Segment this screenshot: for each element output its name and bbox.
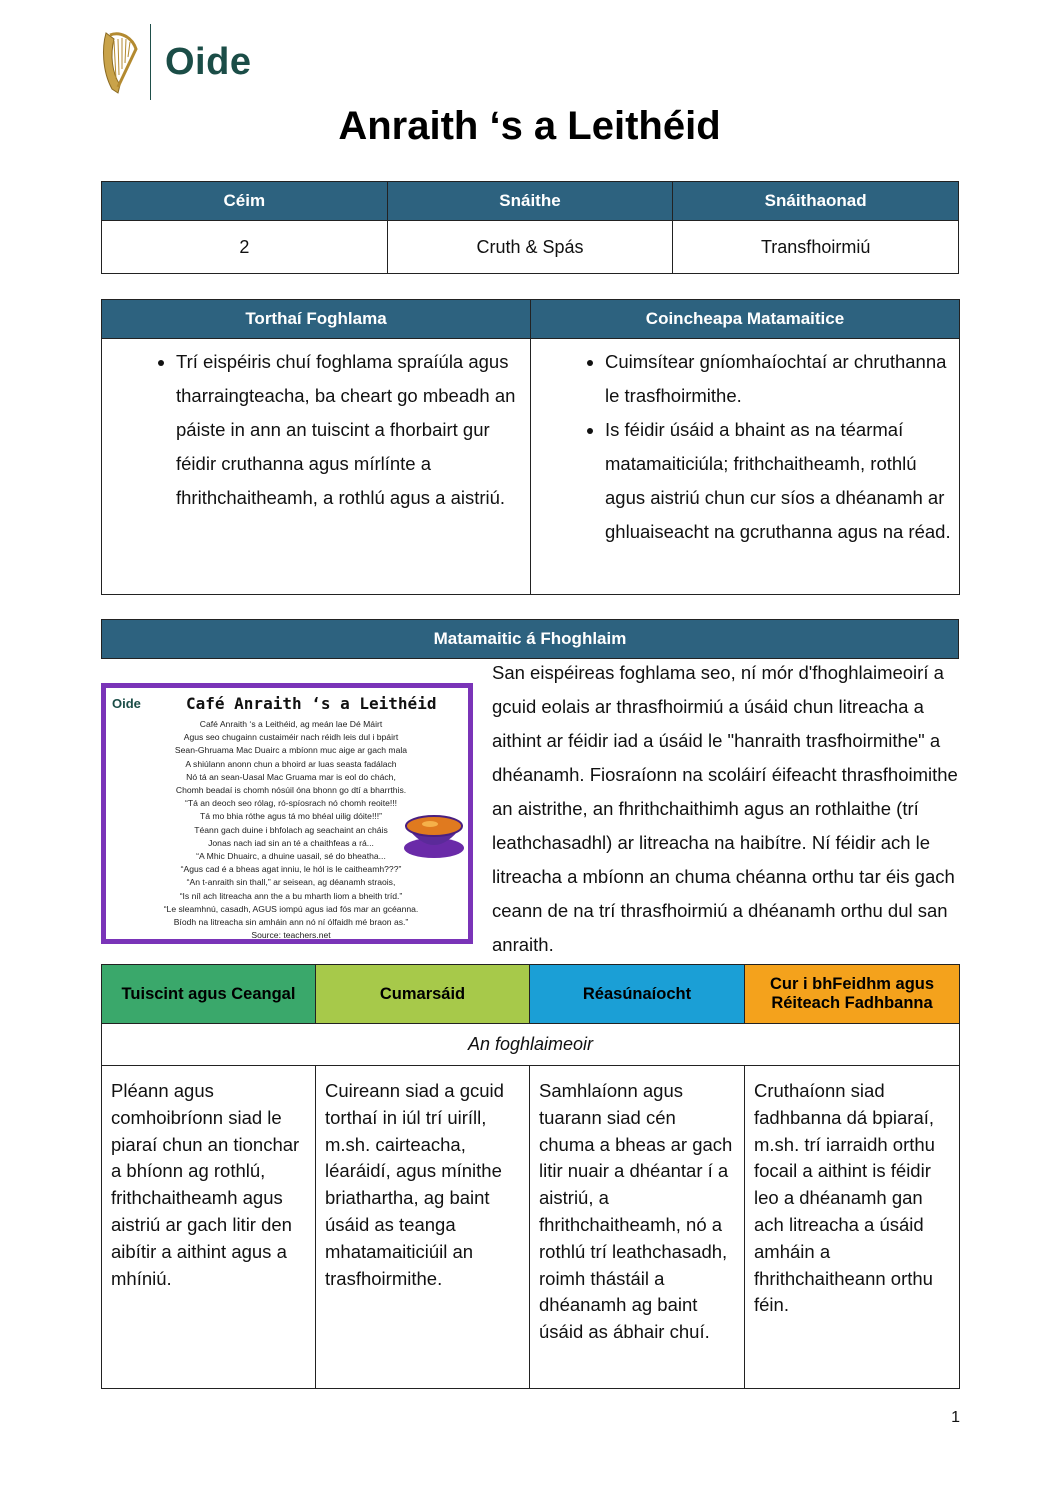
poem-line: Chomh beadaí is chomh nósúil óna bhonn go dtí a bharrthis. (175, 785, 407, 796)
poem-line: Bíodh na litreacha sin amháin ann nó ní ólfaidh mé braon as.” (173, 917, 409, 928)
poem-line: Tá mo bhia róthe agus tá mo bhéal uilig dóite!!!” (199, 811, 382, 822)
header-reasunaiocht: Réasúnaíocht (530, 965, 745, 1024)
header-coincheapa-matamaitice: Coincheapa Matamaitice (531, 300, 960, 339)
value-snaithaonad: Transfhoirmiú (673, 221, 959, 274)
header-cur-i-bhfeidhm: Cur i bhFeidhm agus Réiteach Fadhbanna (745, 965, 960, 1024)
header-tuiscint-agus-ceangal: Tuiscint agus Ceangal (102, 965, 316, 1024)
poem-line: Café Anraith ‘s a Leithéid, ag meán lae Dé Máirt (199, 719, 383, 729)
competency-cell: Cruthaíonn siad fadhbanna dá bpiaraí, m.sh. trí iarraidh orthu focail a aithint is féidir leo a dhéanamh gan ach litreacha a úsáid amháin a fhrithchaitheann orthu féin. (745, 1066, 960, 1389)
list-item: • Is féidir úsáid a bhaint as na téarmaí matamaiticiúla; frithchaitheamh, rothlú agus aistriú chun cur síos a dhéanamh ar ghluaiseacht na gcruthanna agus na réad. (605, 413, 959, 549)
poem-line: “Tá an deoch seo rólag, ró-spíosrach nó chomh reoite!!! (184, 798, 398, 809)
maths-concepts-list (531, 345, 959, 549)
poem-line: Nó tá an sean-Uasal Mac Gruama mar is eol do chách, (186, 771, 396, 782)
poster-title: Café Anraith ‘s a Leithéid (186, 694, 437, 713)
header-cumarsaid: Cumarsáid (316, 965, 530, 1024)
poem-line: “Agus cad é a bheas agat inniu, le hól is le caitheamh???” (180, 864, 402, 875)
brand-name: Oide (165, 40, 252, 83)
soup-bowl-icon (398, 804, 468, 862)
poem-line: Téann gach duine i bhfolach ag seachaint an cháis (194, 824, 388, 835)
poem-source: Source: teachers.net (251, 930, 331, 941)
poem-line: “An t-anraith sin thall,” ar seisean, ag déanamh straois, (186, 877, 396, 888)
learning-outcomes-cell (102, 339, 531, 595)
poem-line: Sean-Ghruama Mac Duairc a mbíonn muc aige ar gach mala (174, 745, 408, 756)
poem-line: Jonas nach iad sin an té a chaithfeas a rá... (208, 837, 374, 848)
header-snaithe: Snáithe (387, 182, 673, 221)
header-matamaitic-a-fhoghlaim: Matamaitic á Fhoghlaim (102, 620, 959, 659)
value-snaithe: Cruth & Spás (387, 221, 673, 274)
list-item: • Trí eispéiris chuí foghlama spraíúla agus tharraingteacha, ba cheart go mbeadh an páiste in ann an tuiscint a fhorbairt gur féidir cruthanna agus mírlínte a fhrithchaitheamh, a rothlú agus a aistriú. (176, 345, 530, 515)
competencies-table (101, 964, 960, 1389)
learning-outcomes-list (102, 345, 530, 515)
list-item: • Cuimsítear gníomhaíochtaí ar chruthanna le trasfhoirmithe. (605, 345, 959, 413)
cafe-poster-image (101, 683, 473, 944)
poem-line: Agus seo chugainn custaiméir nach réidh leis dul i bpáirt (183, 732, 399, 743)
poem-line: “A Mhic Dhuairc, a dhuine uasail, sé do bheatha... (196, 851, 386, 862)
logo-divider (150, 24, 151, 100)
oide-logo (98, 22, 251, 102)
header-snaithaonad: Snáithaonad (673, 182, 959, 221)
poster-poem (146, 718, 436, 942)
learner-label: An foghlaimeoir (102, 1024, 960, 1066)
info-table (101, 181, 959, 274)
header-torthai-foghlama: Torthaí Foghlama (102, 300, 531, 339)
header-ceim: Céim (102, 182, 388, 221)
competency-cell: Cuireann siad a gcuid torthaí in iúl trí uiríll, m.sh. cairteacha, léaráidí, agus mínithe briathartha, ag baint úsáid as teanga mhatamaiticiúil an trasfhoirmithe. (316, 1066, 530, 1389)
competency-cell: Samhlaíonn agus tuarann siad cén chuma a bheas ar gach litir nuair a dhéantar í a aistriú, a fhrithchaitheamh, nó a rothlú trí leathchasadh, roimh thástáil a dhéanamh ag baint úsáid as ábhair chuí. (530, 1066, 745, 1389)
maths-section-header (101, 619, 959, 659)
poem-line: “Le sleamhnú, casadh, AGUS iompú agus iad fós mar an gcéanna. (163, 903, 419, 914)
maths-concepts-cell (531, 339, 960, 595)
page-title: Anraith ‘s a Leithéid (338, 104, 721, 148)
page-number: 1 (951, 1409, 960, 1426)
maths-paragraph: San eispéireas foghlama seo, ní mór d'fhoghlaimeoirí a gcuid eolais ar thrasfhoirmiú a úsáid chun litreacha a aithint ar féidir iad a úsáid le "hanraith trasfhoirmithe" a dhéanamh. Fiosraíonn na scoláirí éifeacht thrasfhoimithe an aistrithe, an fhrithchaithimh agus an rothlaithe (trí leathchasadhl) ar litreacha na haibítre. Ní féidir ach le litreacha a mbíonn an chuma chéanna orthu tar éis gach ceann de na trí thrasfhoirmiú a dhéanamh orthu dul san anraith. (492, 662, 958, 955)
competency-cell: Pléann agus comhoibríonn siad le piaraí chun an tionchar a bhíonn ag rothlú, frithchaitheamh agus aistriú ar gach litir den aibítir a aithint agus a mhíniú. (102, 1066, 316, 1389)
value-ceim: 2 (102, 221, 388, 274)
poem-line: A shiúlann anonn chun a bhoird ar luas seasta fadálach (185, 758, 397, 769)
poem-line: “Is níl ach litreacha ann the a bu mharth liom a bheith tríd.” (179, 890, 403, 901)
harp-icon (98, 27, 140, 97)
poster-logo: Oide (112, 696, 141, 711)
outcomes-table (101, 299, 960, 595)
